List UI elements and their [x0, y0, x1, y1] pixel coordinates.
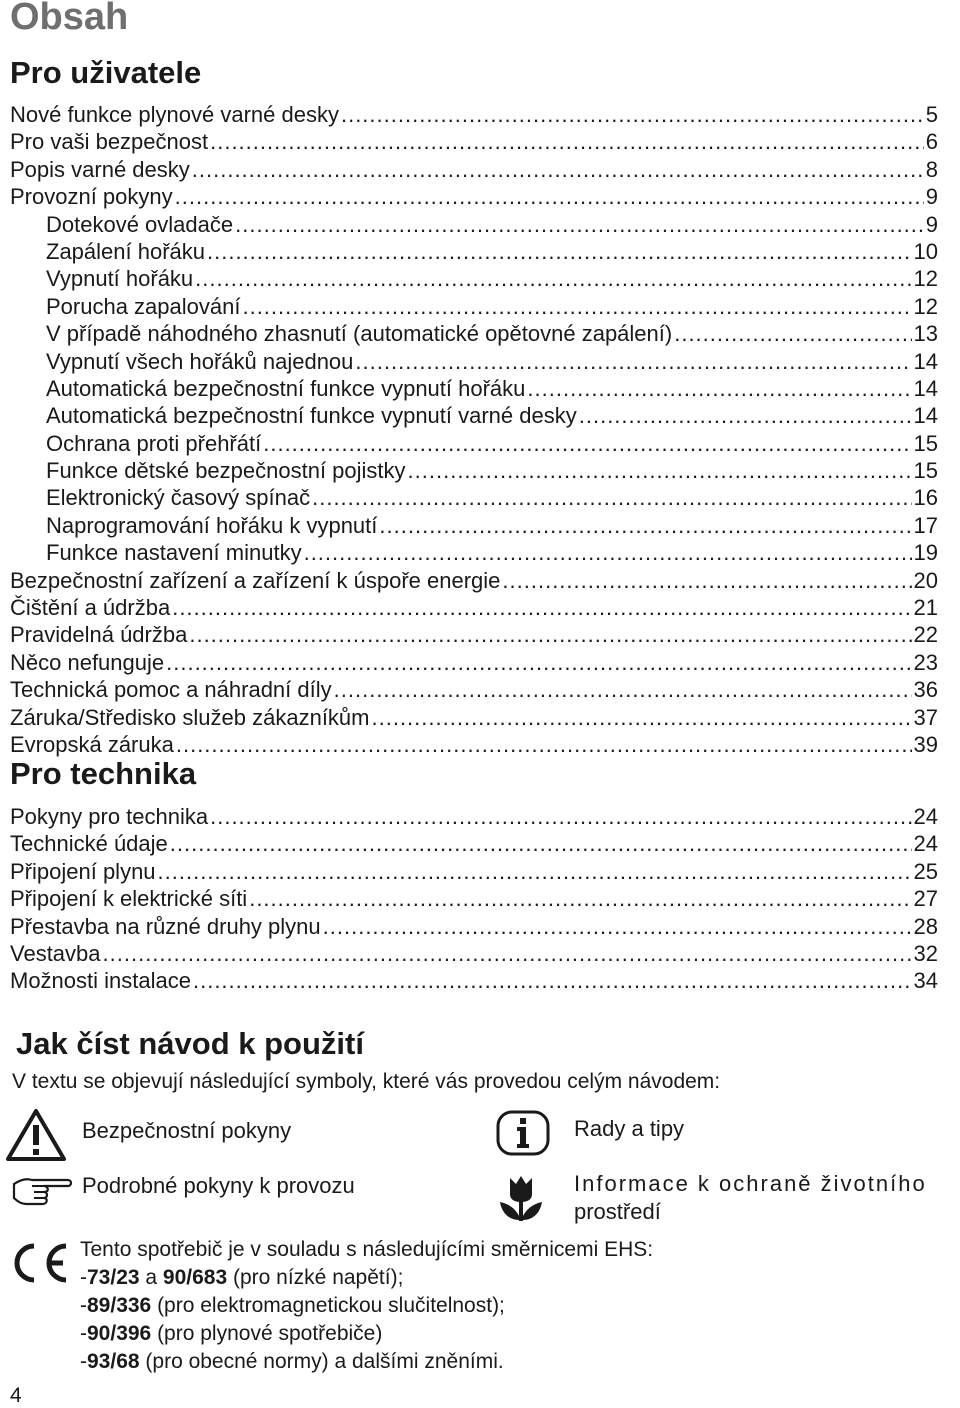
toc-entry[interactable] — [0, 704, 938, 731]
ce-prefix: - — [80, 1294, 87, 1317]
toc-leader-dots — [189, 621, 911, 648]
toc-leader-dots — [408, 457, 912, 484]
toc-leader-dots — [176, 731, 912, 758]
guide-title: Jak číst návod k použití — [16, 1026, 364, 1061]
ce-prefix: - — [80, 1322, 87, 1345]
toc-entry[interactable] — [0, 183, 938, 210]
toc-technician — [0, 803, 960, 995]
environment-text-line2: prostředí — [574, 1199, 661, 1224]
ce-directive-number: 89/336 — [87, 1294, 152, 1317]
toc-entry[interactable] — [0, 457, 938, 484]
toc-entry-page: 14 — [913, 403, 938, 429]
toc-entry-page: 19 — [913, 540, 938, 566]
toc-entry[interactable] — [0, 567, 938, 594]
toc-entry-label: Vypnutí hořáku — [46, 266, 194, 292]
toc-leader-dots — [372, 704, 912, 731]
toc-entry[interactable] — [0, 940, 938, 967]
toc-leader-dots — [249, 885, 911, 912]
guide-intro: V textu se objevují následující symboly, které vás provedou celým návodem: — [12, 1070, 721, 1093]
toc-entry-page: 9 — [925, 184, 938, 210]
page-title: Obsah — [10, 0, 129, 38]
toc-leader-dots — [334, 676, 912, 703]
toc-entry-label: Záruka/Středisko služeb zákazníkům — [10, 704, 370, 730]
ce-directive-number: 73/23 — [87, 1266, 140, 1289]
toc-entry-label: Funkce nastavení minutky — [46, 540, 302, 566]
toc-entry-page: 25 — [913, 858, 938, 884]
ce-directive-number: 90/396 — [87, 1322, 152, 1345]
info-icon — [496, 1110, 550, 1161]
toc-entry-page: 22 — [913, 622, 938, 648]
ce-directive-number: 93/68 — [87, 1350, 140, 1373]
ce-connector: a — [139, 1266, 163, 1289]
toc-entry-label: Technická pomoc a náhradní díly — [10, 677, 332, 703]
ce-mark-icon — [8, 1240, 70, 1291]
toc-entry-page: 12 — [913, 266, 938, 292]
toc-entry[interactable] — [0, 621, 938, 648]
toc-entry-label: Zapálení hořáku — [46, 238, 205, 264]
toc-entry-label: Bezpečnostní zařízení a zařízení k úspoře energie — [10, 567, 501, 593]
toc-entry[interactable] — [0, 913, 938, 940]
toc-leader-dots — [323, 913, 912, 940]
ce-prefix: - — [80, 1350, 87, 1373]
toc-entry-label: Připojení k elektrické síti — [10, 886, 248, 912]
toc-entry[interactable] — [0, 967, 938, 994]
toc-entry[interactable] — [0, 676, 938, 703]
toc-entry[interactable] — [0, 484, 938, 511]
toc-entry-page: 32 — [913, 940, 938, 966]
toc-entry-label: Naprogramování hořáku k vypnutí — [46, 512, 378, 538]
toc-leader-dots — [192, 156, 924, 183]
toc-entry-page: 34 — [913, 968, 938, 994]
toc-entry-label: Automatická bezpečnostní funkce vypnutí varné desky — [46, 403, 577, 429]
toc-entry-label: V případě náhodného zhasnutí (automatické opětovné zapálení) — [46, 321, 673, 347]
toc-entry-label: Pokyny pro technika — [10, 804, 209, 829]
toc-leader-dots — [341, 101, 924, 128]
toc-leader-dots — [502, 567, 911, 594]
toc-entry[interactable] — [0, 649, 938, 676]
toc-leader-dots — [235, 211, 924, 238]
ce-directive-scope: (pro nízké napětí); — [227, 1266, 404, 1289]
toc-leader-dots — [103, 940, 912, 967]
toc-entry[interactable] — [0, 885, 938, 912]
toc-leader-dots — [379, 512, 911, 539]
ce-directive-scope: (pro elektromagnetickou slučitelnost); — [151, 1294, 505, 1317]
toc-entry-page: 36 — [913, 677, 938, 703]
toc-leader-dots — [210, 803, 911, 830]
warning-triangle-icon — [4, 1107, 68, 1168]
toc-entry-label: Vestavba — [10, 940, 101, 966]
toc-leader-dots — [579, 402, 912, 429]
toc-entry[interactable] — [0, 211, 938, 238]
toc-leader-dots — [527, 375, 911, 402]
toc-entry[interactable] — [0, 512, 938, 539]
toc-leader-dots — [674, 320, 911, 347]
toc-entry-label: Pravidelná údržba — [10, 622, 188, 648]
toc-user — [0, 101, 960, 758]
pointing-hand-icon — [10, 1174, 74, 1215]
toc-entry-page: 27 — [913, 886, 938, 912]
toc-entry-label: Porucha zapalování — [46, 293, 241, 319]
toc-entry-page: 17 — [913, 512, 938, 538]
toc-entry-page: 6 — [925, 129, 938, 155]
ce-directive-line — [80, 1264, 653, 1292]
toc-leader-dots — [312, 484, 911, 511]
ce-prefix: - — [80, 1266, 87, 1289]
toc-entry-page: 13 — [913, 321, 938, 347]
toc-entry[interactable] — [0, 320, 938, 347]
toc-entry-page: 14 — [913, 348, 938, 374]
page-number: 4 — [10, 1384, 22, 1407]
tulip-icon — [496, 1172, 546, 1229]
ce-directive-scope: (pro plynové spotřebiče) — [151, 1322, 383, 1345]
toc-entry[interactable] — [0, 430, 938, 457]
toc-entry-page: 37 — [913, 704, 938, 730]
toc-entry[interactable] — [0, 265, 938, 292]
symbol-environment-text — [574, 1170, 927, 1226]
environment-text-line1: Informace k ochraně životního — [574, 1171, 927, 1196]
toc-entry-label: Dotekové ovladače — [46, 211, 234, 237]
toc-entry-page: 24 — [913, 831, 938, 857]
toc-leader-dots — [175, 183, 924, 210]
toc-leader-dots — [207, 238, 912, 265]
toc-leader-dots — [172, 594, 911, 621]
toc-entry-label: Něco nefunguje — [10, 649, 165, 675]
toc-leader-dots — [193, 967, 912, 994]
toc-entry-label: Funkce dětské bezpečnostní pojistky — [46, 458, 406, 484]
toc-entry-page: 15 — [913, 430, 938, 456]
ce-directive-line — [80, 1348, 653, 1376]
toc-leader-dots — [158, 858, 912, 885]
toc-entry[interactable] — [0, 156, 938, 183]
toc-entry-label: Připojení plynu — [10, 858, 156, 884]
ce-directive-scope: (pro obecné normy) a dalšími zněními. — [139, 1350, 504, 1373]
toc-entry[interactable] — [0, 539, 938, 566]
symbol-tips-text: Rady a tipy — [574, 1116, 685, 1141]
toc-entry[interactable] — [0, 858, 938, 885]
toc-entry[interactable] — [0, 402, 938, 429]
toc-entry-page: 20 — [913, 567, 938, 593]
toc-entry-page: 15 — [913, 458, 938, 484]
toc-leader-dots — [210, 128, 924, 155]
toc-entry-label: Technické údaje — [10, 831, 168, 857]
toc-entry[interactable] — [0, 830, 938, 857]
toc-leader-dots — [263, 430, 911, 457]
toc-entry-page: 39 — [913, 731, 938, 757]
toc-entry-page: 10 — [913, 238, 938, 264]
toc-entry[interactable] — [0, 238, 938, 265]
ce-directive-line — [80, 1292, 653, 1320]
symbol-operation-text: Podrobné pokyny k provozu — [82, 1173, 355, 1198]
toc-entry-label: Nové funkce plynové varné desky — [10, 102, 339, 127]
section-title-user: Pro uživatele — [10, 55, 202, 90]
toc-entry-page: 12 — [913, 293, 938, 319]
toc-entry-label: Vypnutí všech hořáků najednou — [46, 348, 354, 374]
toc-entry-label: Možnosti instalace — [10, 968, 191, 994]
symbol-safety-text: Bezpečnostní pokyny — [82, 1118, 292, 1143]
toc-leader-dots — [166, 649, 911, 676]
toc-entry-page: 9 — [925, 211, 938, 237]
toc-entry-label: Evropská záruka — [10, 731, 174, 757]
toc-leader-dots — [304, 539, 912, 566]
toc-leader-dots — [242, 293, 911, 320]
toc-entry[interactable] — [0, 375, 938, 402]
toc-entry-label: Ochrana proti přehřátí — [46, 430, 262, 456]
toc-entry-page: 8 — [925, 156, 938, 182]
toc-leader-dots — [170, 830, 912, 857]
ce-intro: Tento spotřebič je v souladu s následujícími směrnicemi EHS: — [80, 1238, 654, 1261]
toc-entry[interactable] — [0, 128, 938, 155]
toc-entry-page: 16 — [913, 485, 938, 511]
ce-directive-number-2: 90/683 — [162, 1266, 228, 1289]
toc-entry-label: Elektronický časový spínač — [46, 485, 311, 511]
toc-entry[interactable] — [0, 293, 938, 320]
toc-entry[interactable] — [0, 594, 938, 621]
toc-entry-page: 23 — [913, 649, 938, 675]
toc-entry-page: 14 — [913, 375, 938, 401]
toc-entry-label: Přestavba na různé druhy plynu — [10, 913, 321, 939]
toc-entry-label: Automatická bezpečnostní funkce vypnutí hořáku — [46, 375, 526, 401]
toc-entry[interactable] — [0, 731, 938, 758]
toc-entry-page: 28 — [913, 913, 938, 939]
toc-entry[interactable] — [0, 803, 938, 830]
toc-entry-label: Čištění a údržba — [10, 595, 171, 621]
toc-entry[interactable] — [0, 348, 938, 375]
toc-leader-dots — [355, 348, 911, 375]
toc-entry-label: Popis varné desky — [10, 156, 190, 182]
toc-entry-page: 21 — [913, 595, 938, 621]
section-title-technician: Pro technika — [10, 756, 197, 791]
toc-entry[interactable] — [0, 101, 938, 128]
toc-entry-page: 24 — [913, 804, 938, 829]
ce-directives — [80, 1236, 653, 1376]
toc-entry-page: 5 — [925, 102, 938, 127]
toc-leader-dots — [195, 265, 911, 292]
toc-entry-label: Pro vaši bezpečnost — [10, 129, 209, 155]
ce-directive-line — [80, 1320, 653, 1348]
toc-entry-label: Provozní pokyny — [10, 184, 173, 210]
